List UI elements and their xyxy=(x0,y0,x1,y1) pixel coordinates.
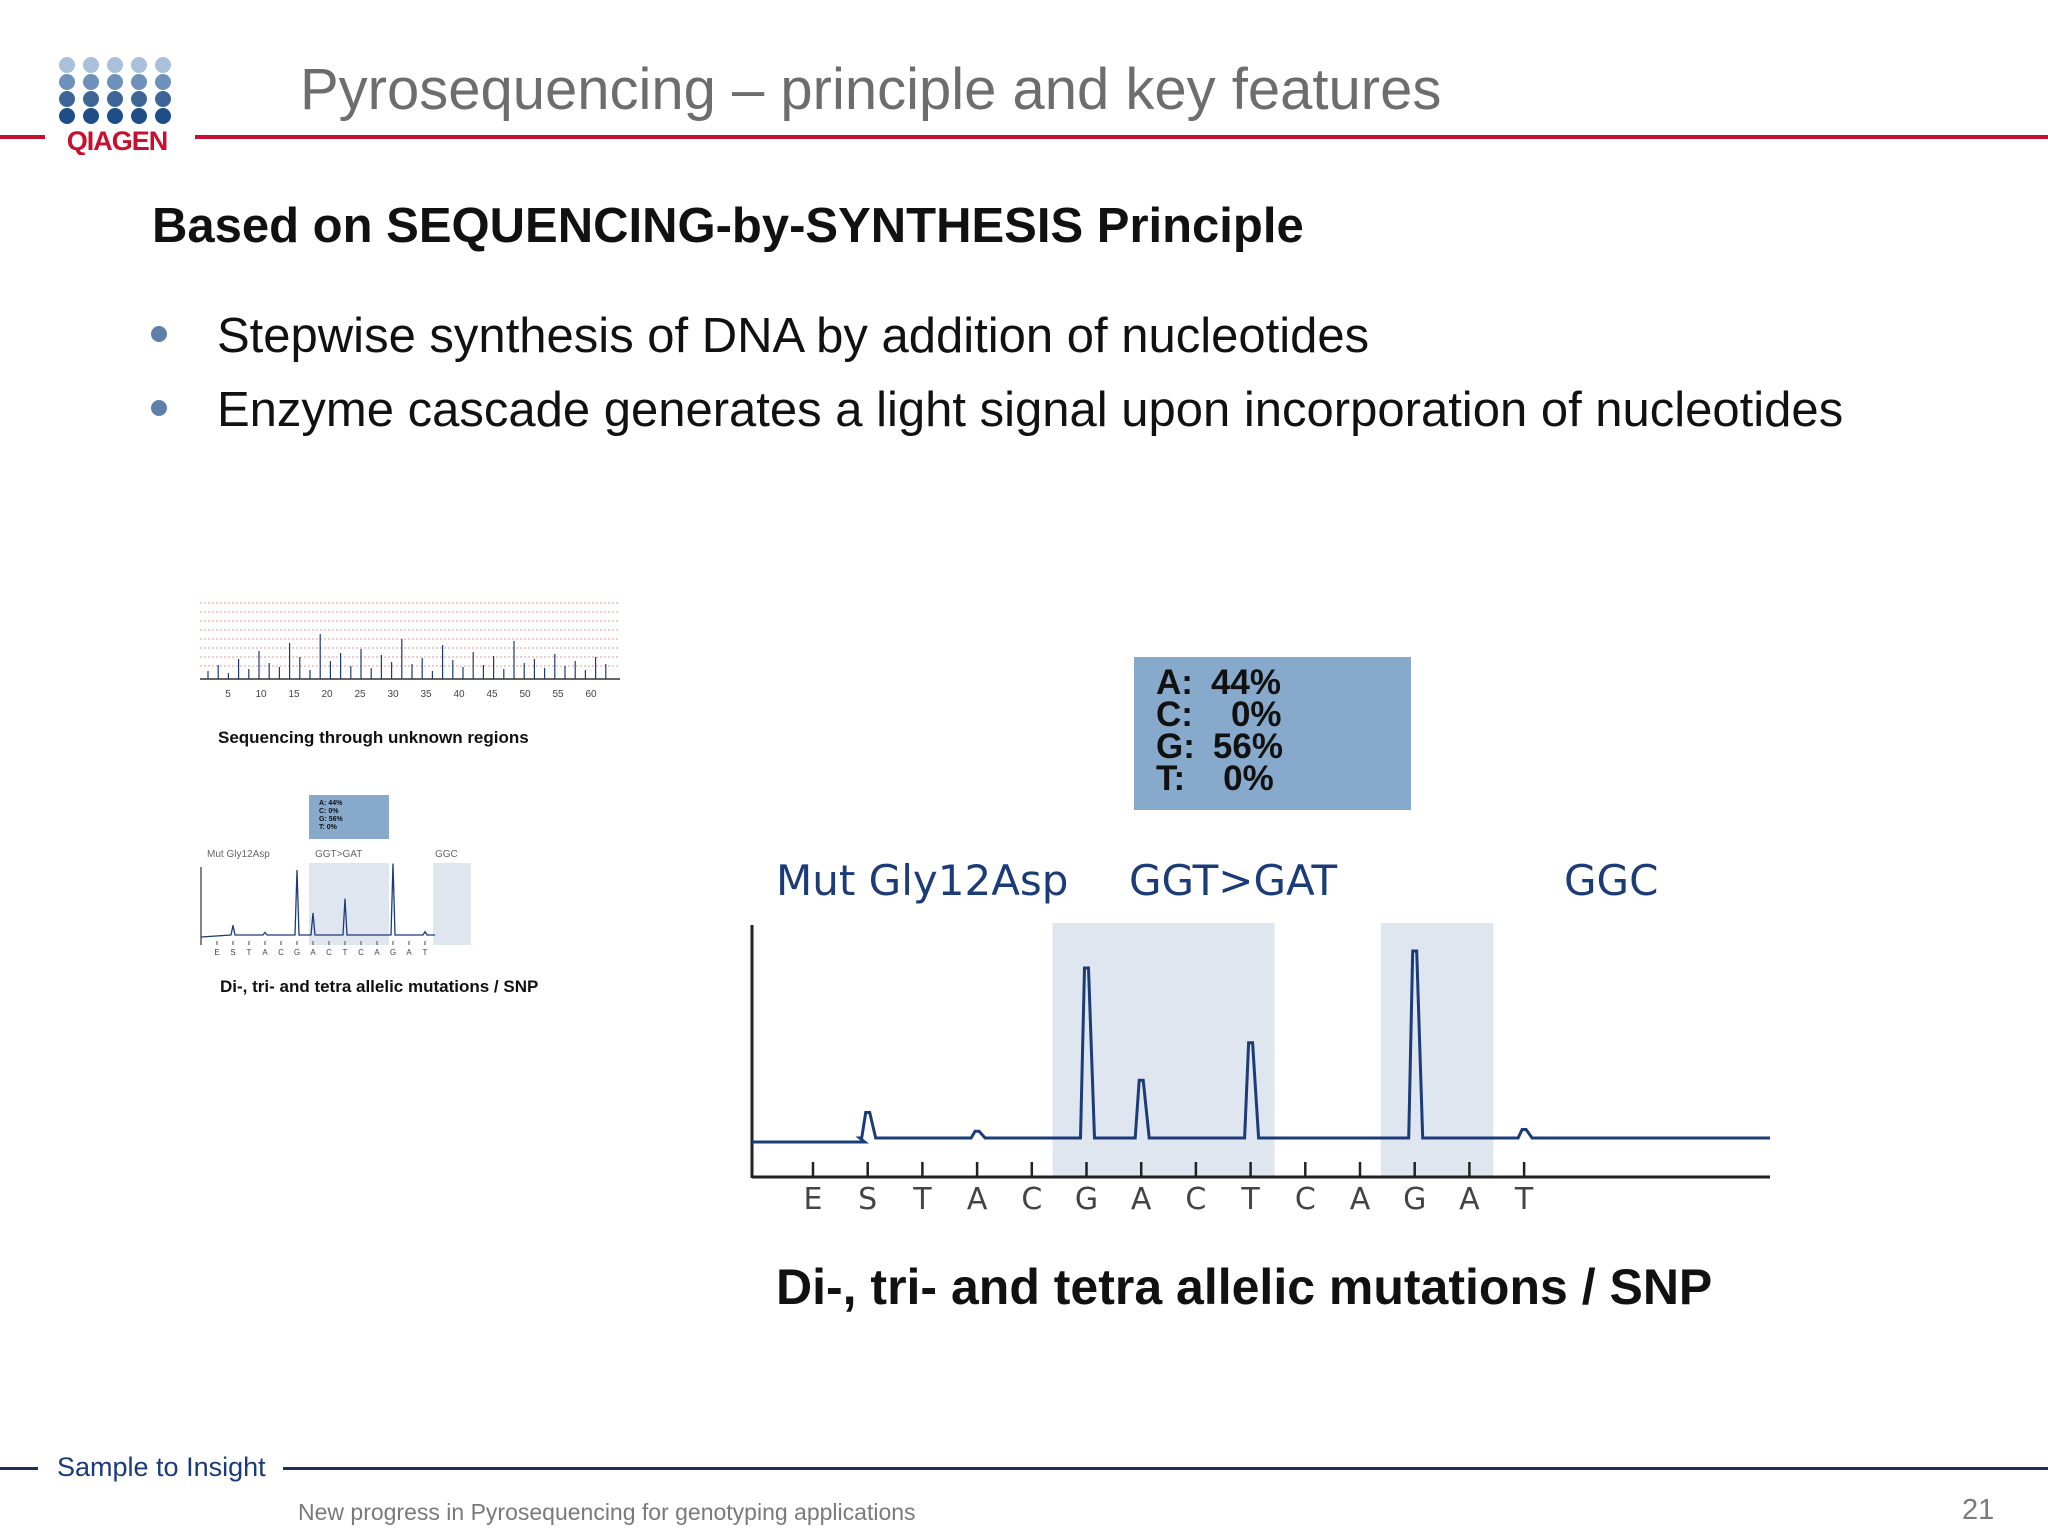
dispensation-label: A xyxy=(1459,1182,1480,1217)
mini-dispensation-label: E xyxy=(214,948,220,957)
mini-region2-label: GGC xyxy=(435,849,458,860)
sequence-tick-label: 10 xyxy=(255,689,267,700)
logo-dot xyxy=(83,74,99,90)
logo-dot xyxy=(59,74,75,90)
page-title: Pyrosequencing – principle and key features xyxy=(300,57,1442,122)
sequence-tick-label: 55 xyxy=(552,689,564,700)
section-heading: Based on SEQUENCING-by-SYNTHESIS Principle xyxy=(152,199,1304,253)
logo-dot xyxy=(155,74,171,90)
logo-dot xyxy=(83,57,99,73)
dispensation-label: S xyxy=(858,1182,878,1217)
dispensation-label: A xyxy=(966,1182,988,1217)
allele-percent-box xyxy=(1134,657,1411,810)
logo-dot xyxy=(107,91,123,107)
page-number: 21 xyxy=(1962,1494,1995,1526)
sequence-tick-label: 40 xyxy=(453,689,465,700)
mini-percent-line: T: 0% xyxy=(319,824,337,831)
mini-percent-line: A: 44% xyxy=(319,800,343,807)
mini-dispensation-label: S xyxy=(230,948,236,957)
mini-mutation-label: Mut Gly12Asp xyxy=(207,849,270,860)
logo-dot xyxy=(155,57,171,73)
qiagen-logo xyxy=(55,55,180,155)
sequence-tick-label: 45 xyxy=(486,689,498,700)
logo-dot xyxy=(83,91,99,107)
chart-caption: Di-, tri- and tetra allelic mutations / SNP xyxy=(776,1259,1713,1315)
bullet-item xyxy=(145,302,2025,376)
header-rule xyxy=(195,135,2048,139)
logo-dot xyxy=(131,108,147,124)
sequencing-thumbnail xyxy=(200,595,620,705)
sequence-tick-label: 20 xyxy=(321,689,333,700)
bullet-text: Stepwise synthesis of DNA by addition of nucleotides xyxy=(217,309,1370,363)
logo-dot xyxy=(155,91,171,107)
footer-rule-left xyxy=(0,1467,38,1470)
dispensation-label: C xyxy=(1021,1182,1043,1217)
logo-dot xyxy=(155,108,171,124)
sequence-tick-label: 50 xyxy=(519,689,531,700)
mini-dispensation-label: T xyxy=(246,948,252,957)
region2-label: GGC xyxy=(1564,856,1659,905)
sequence-tick-label: 15 xyxy=(288,689,300,700)
footer-text: New progress in Pyrosequencing for genotyping applications xyxy=(298,1499,916,1525)
sequence-tick-label: 35 xyxy=(420,689,432,700)
logo-dot xyxy=(131,57,147,73)
mini-percent-line: G: 56% xyxy=(319,816,343,823)
logo-dot xyxy=(59,108,75,124)
logo-dot xyxy=(131,91,147,107)
mini-dispensation-label: T xyxy=(342,948,348,957)
header-rule-left xyxy=(0,135,45,139)
dispensation-label: T xyxy=(1514,1182,1534,1217)
logo-dot xyxy=(107,57,123,73)
sequence-tick-label: 25 xyxy=(354,689,366,700)
dispensation-label: G xyxy=(1074,1182,1099,1217)
dispensation-label: C xyxy=(1294,1182,1316,1217)
bullet-text: Enzyme cascade generates a light signal upon incorporation of nucleotides xyxy=(217,383,1844,437)
mini-region1-label: GGT>GAT xyxy=(315,849,363,860)
bullet-item xyxy=(145,376,2025,450)
percent-line-a: A: 44% xyxy=(1156,663,1281,702)
dispensation-label: T xyxy=(913,1182,932,1217)
sequencing-caption: Sequencing through unknown regions xyxy=(218,728,529,747)
mini-dispensation-label: C xyxy=(326,948,332,957)
dispensation-label: E xyxy=(803,1182,823,1217)
pyrogram-chart xyxy=(740,820,1775,1220)
sequence-tick-label: 5 xyxy=(225,689,231,700)
bullet-dot xyxy=(151,326,167,342)
mini-dispensation-label: G xyxy=(389,948,397,957)
logo-dot xyxy=(59,57,75,73)
dispensation-label: C xyxy=(1185,1182,1207,1217)
bullet-dot xyxy=(151,400,167,416)
footer-brand: Sample to Insight xyxy=(57,1452,266,1482)
footer-rule xyxy=(283,1467,2048,1470)
mini-dispensation-label: C xyxy=(358,948,364,957)
dispensation-label: T xyxy=(1241,1182,1260,1217)
logo-text: QIAGEN xyxy=(66,126,168,155)
mini-dispensation-label: A xyxy=(262,948,268,957)
sequence-tick-label: 60 xyxy=(585,689,597,700)
mini-dispensation-label: A xyxy=(406,948,412,957)
percent-line-t: T: 0% xyxy=(1156,759,1274,798)
mini-dispensation-label: C xyxy=(278,948,284,957)
mutation-label: Mut Gly12Asp xyxy=(776,856,1069,905)
dispensation-label: A xyxy=(1130,1182,1152,1217)
logo-dot xyxy=(107,108,123,124)
bullet-list xyxy=(145,302,2025,450)
logo-dot xyxy=(59,91,75,107)
logo-dot xyxy=(131,74,147,90)
mini-percent-line: C: 0% xyxy=(319,808,339,815)
mini-dispensation-label: A xyxy=(374,948,380,957)
percent-line-c: C: 0% xyxy=(1156,695,1282,734)
percent-line-g: G: 56% xyxy=(1156,727,1283,766)
mini-dispensation-label: A xyxy=(310,948,316,957)
region1-label: GGT>GAT xyxy=(1129,856,1338,905)
dispensation-label: G xyxy=(1403,1182,1427,1217)
mini-dispensation-label: G xyxy=(293,948,301,957)
sequence-tick-label: 30 xyxy=(387,689,399,700)
mutation-caption: Di-, tri- and tetra allelic mutations / SNP xyxy=(220,977,539,996)
mutation-thumbnail xyxy=(195,795,495,960)
logo-dot xyxy=(107,74,123,90)
mini-dispensation-label: T xyxy=(422,948,428,957)
logo-dot xyxy=(83,108,99,124)
dispensation-label: A xyxy=(1349,1182,1371,1217)
